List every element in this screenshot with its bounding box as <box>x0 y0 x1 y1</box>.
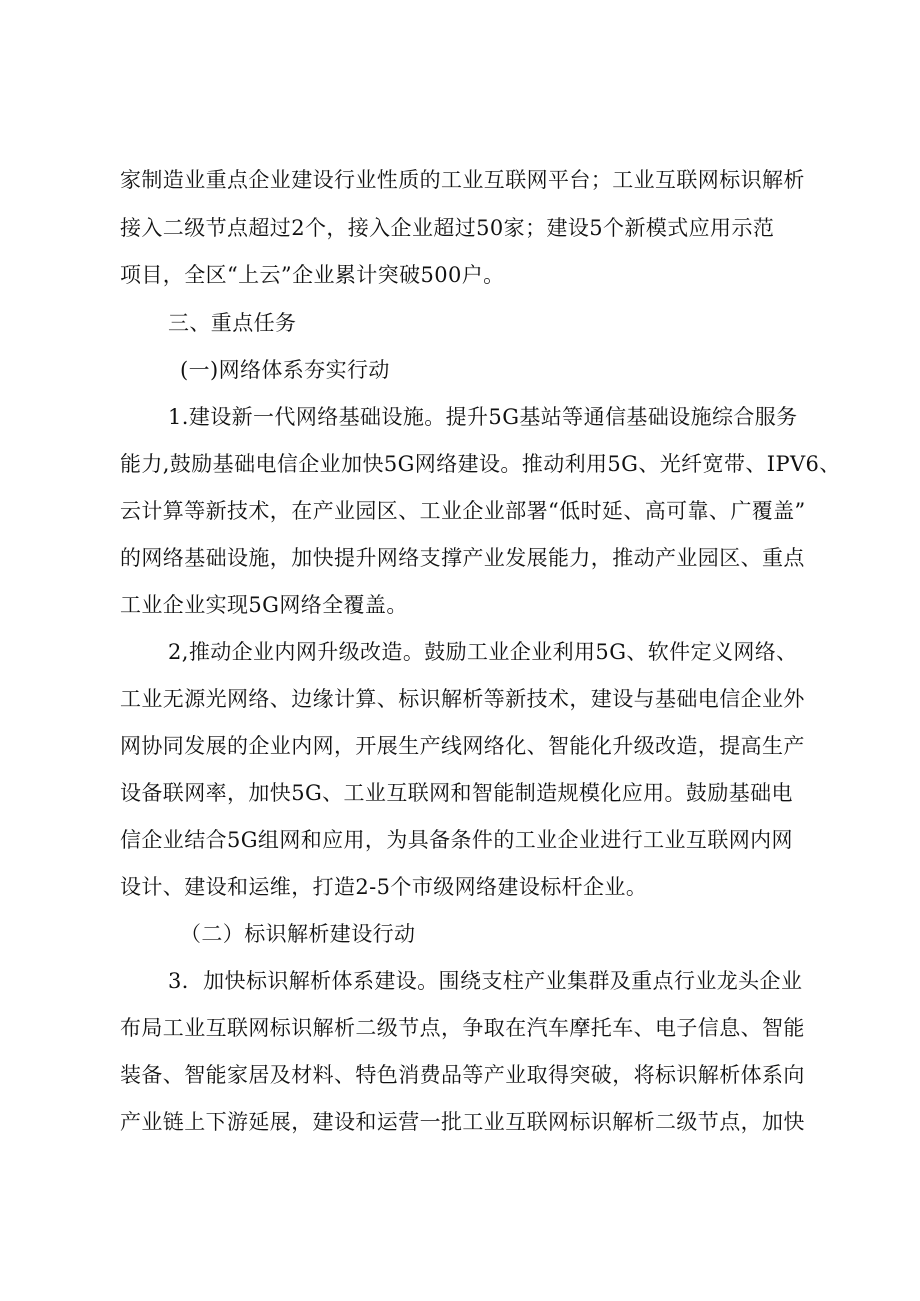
section-heading: 三、重点任务 <box>168 311 297 335</box>
subsection-heading: (一)网络体系夯实行动 <box>180 358 390 382</box>
body-text-line: 产业链上下游延展，建设和运营一批工业互联网标识解析二级节点，加快 <box>120 1110 805 1134</box>
subsection-heading: （二）标识解析建设行动 <box>180 922 416 946</box>
body-text-line: 设备联网率，加快5G、工业互联网和智能制造规模化应用。鼓励基础电 <box>120 781 793 805</box>
body-text-line: 装备、智能家居及材料、特色消费品等产业取得突破，将标识解析体系向 <box>120 1063 805 1087</box>
body-text-line: 网协同发展的企业内网，开展生产线网络化、智能化升级改造，提高生产 <box>120 734 805 758</box>
body-text-line: 接入二级节点超过2个，接入企业超过50家；建设5个新模式应用示范 <box>120 216 775 240</box>
body-text-line: 3．加快标识解析体系建设。围绕支柱产业集群及重点行业龙头企业 <box>168 969 803 993</box>
body-text-line: 工业无源光网络、边缘计算、标识解析等新技术，建设与基础电信企业外 <box>120 687 805 711</box>
body-text-line: 设计、建设和运维，打造2-5个市级网络建设标杆企业。 <box>120 875 648 899</box>
body-text-line: 家制造业重点企业建设行业性质的工业互联网平台；工业互联网标识解析 <box>120 168 805 192</box>
body-text-line: 2,推动企业内网升级改造。鼓励工业企业利用5G、软件定义网络、 <box>168 640 798 664</box>
body-text-line: 能力,鼓励基础电信企业加快5G网络建设。推动利用5G、光纤宽带、IPV6、 <box>120 452 841 476</box>
body-text-line: 工业企业实现5G网络全覆盖。 <box>120 593 408 617</box>
body-text-line: 布局工业互联网标识解析二级节点，争取在汽车摩托车、电子信息、智能 <box>120 1016 805 1040</box>
body-text-line: 1.建设新一代网络基础设施。提升5G基站等通信基础设施综合服务 <box>168 405 798 429</box>
body-text-line: 项目，全区“上云”企业累计突破500户。 <box>120 263 505 287</box>
body-text-line: 信企业结合5G组网和应用，为具备条件的工业企业进行工业互联网内网 <box>120 828 793 852</box>
body-text-line: 云计算等新技术，在产业园区、工业企业部署“低时延、高可靠、广覆盖” <box>120 499 806 523</box>
body-text-line: 的网络基础设施，加快提升网络支撑产业发展能力，推动产业园区、重点 <box>120 546 805 570</box>
